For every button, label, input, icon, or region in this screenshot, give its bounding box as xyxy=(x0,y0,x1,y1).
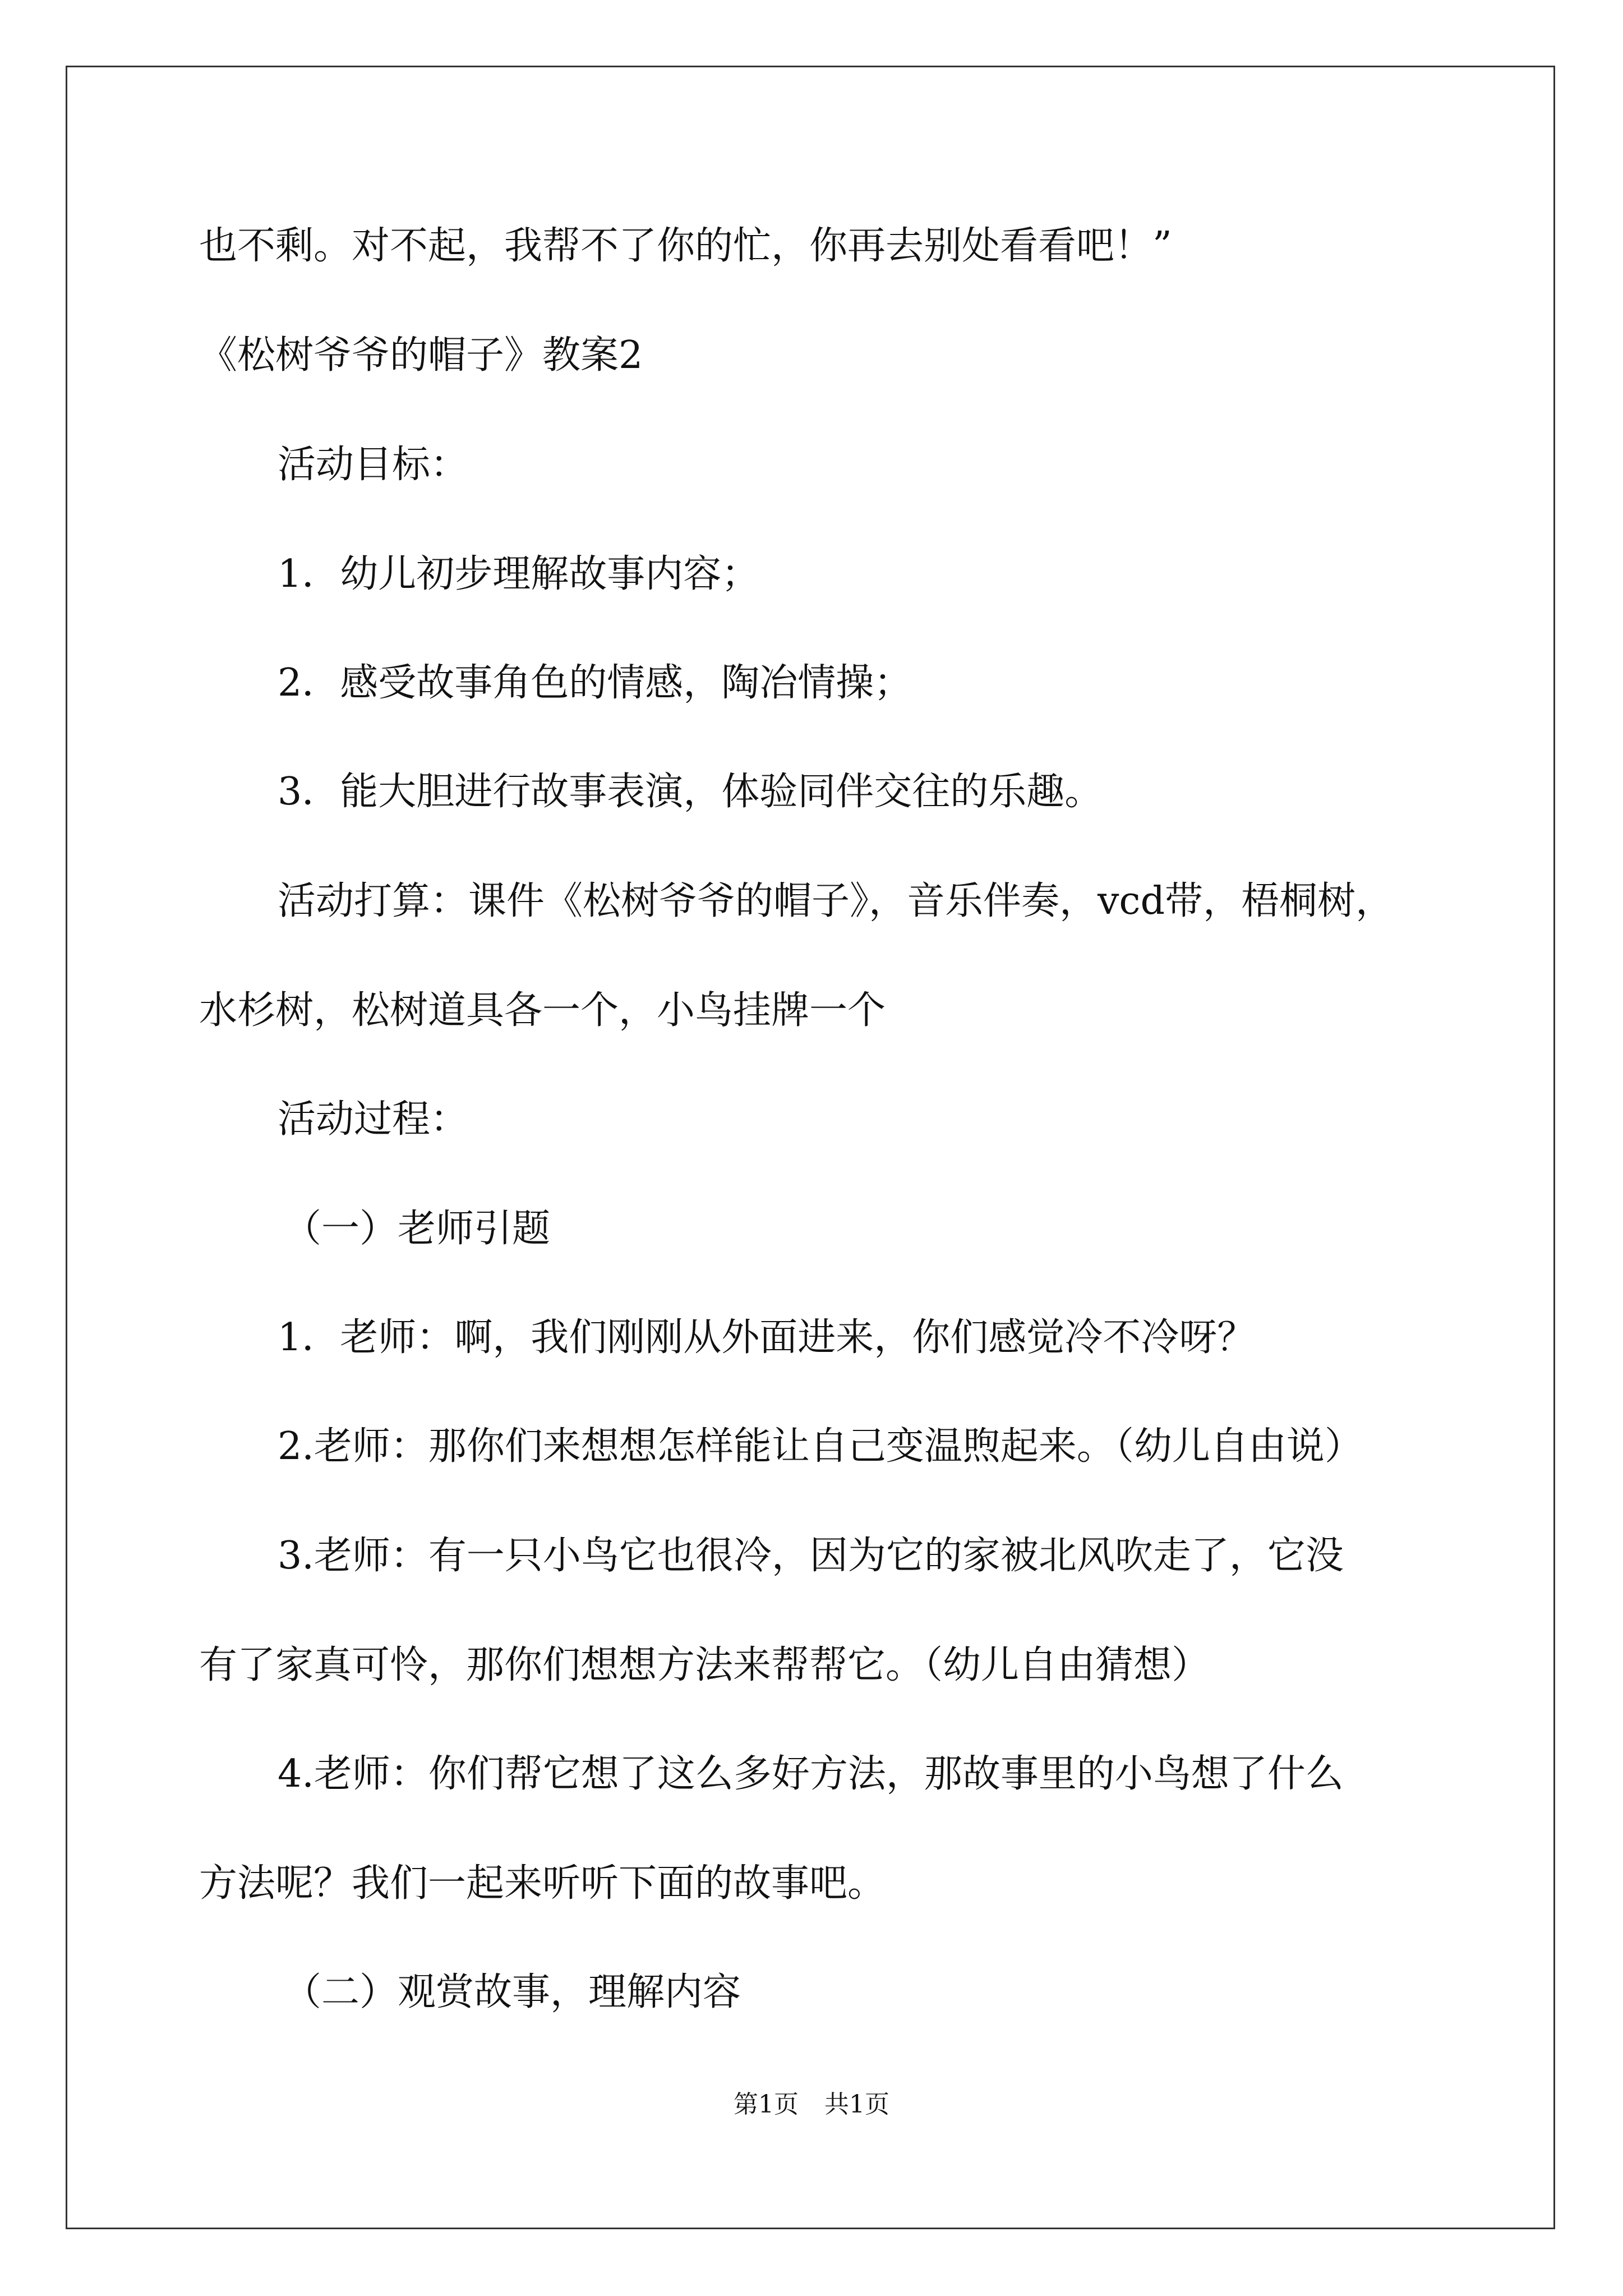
text-line: 有了家真可怜，那你们想想方法来帮帮它。（幼儿自由猜想） xyxy=(199,1643,1210,1687)
subsection-heading: （二）观赏故事，理解内容 xyxy=(283,1970,741,2014)
section-heading: 《松树爷爷的帽子》教案2 xyxy=(199,333,643,378)
list-item: 2.老师：那你们来想想怎样能让自己变温煦起来。（幼儿自由说） xyxy=(278,1424,1363,1469)
text-line: 活动打算：课件《松树爷爷的帽子》，音乐伴奏，vcd带，梧桐树， xyxy=(278,879,1394,923)
text-line: 方法呢？我们一起来听听下面的故事吧。 xyxy=(199,1861,886,1906)
text-line: 活动过程： xyxy=(278,1097,469,1142)
subsection-heading: （一）老师引题 xyxy=(283,1207,551,1251)
list-item: 1．老师：啊，我们刚刚从外面进来，你们感觉冷不冷呀？ xyxy=(278,1315,1256,1360)
page-total: 共1页 xyxy=(824,2090,889,2119)
list-item: 2．感受故事角色的情感，陶冶情操； xyxy=(278,661,912,705)
list-item: 4.老师：你们帮它想了这么多好方法，那故事里的小鸟想了什么 xyxy=(278,1752,1344,1796)
text-line: 活动目标： xyxy=(278,443,469,487)
list-item: 1．幼儿初步理解故事内容； xyxy=(278,552,760,596)
list-item: 3.老师：有一只小鸟它也很冷，因为它的家被北风吹走了，它没 xyxy=(278,1534,1344,1578)
text-line: 也不剩。对不起，我帮不了你的忙，你再去别处看看吧！” xyxy=(199,224,1172,268)
text-line: 水杉树，松树道具各一个，小鸟挂牌一个 xyxy=(199,988,886,1033)
page-number: 第1页 xyxy=(734,2090,799,2119)
page-footer xyxy=(0,2092,1623,2117)
list-item: 3．能大胆进行故事表演，体验同伴交往的乐趣。 xyxy=(278,770,1103,814)
